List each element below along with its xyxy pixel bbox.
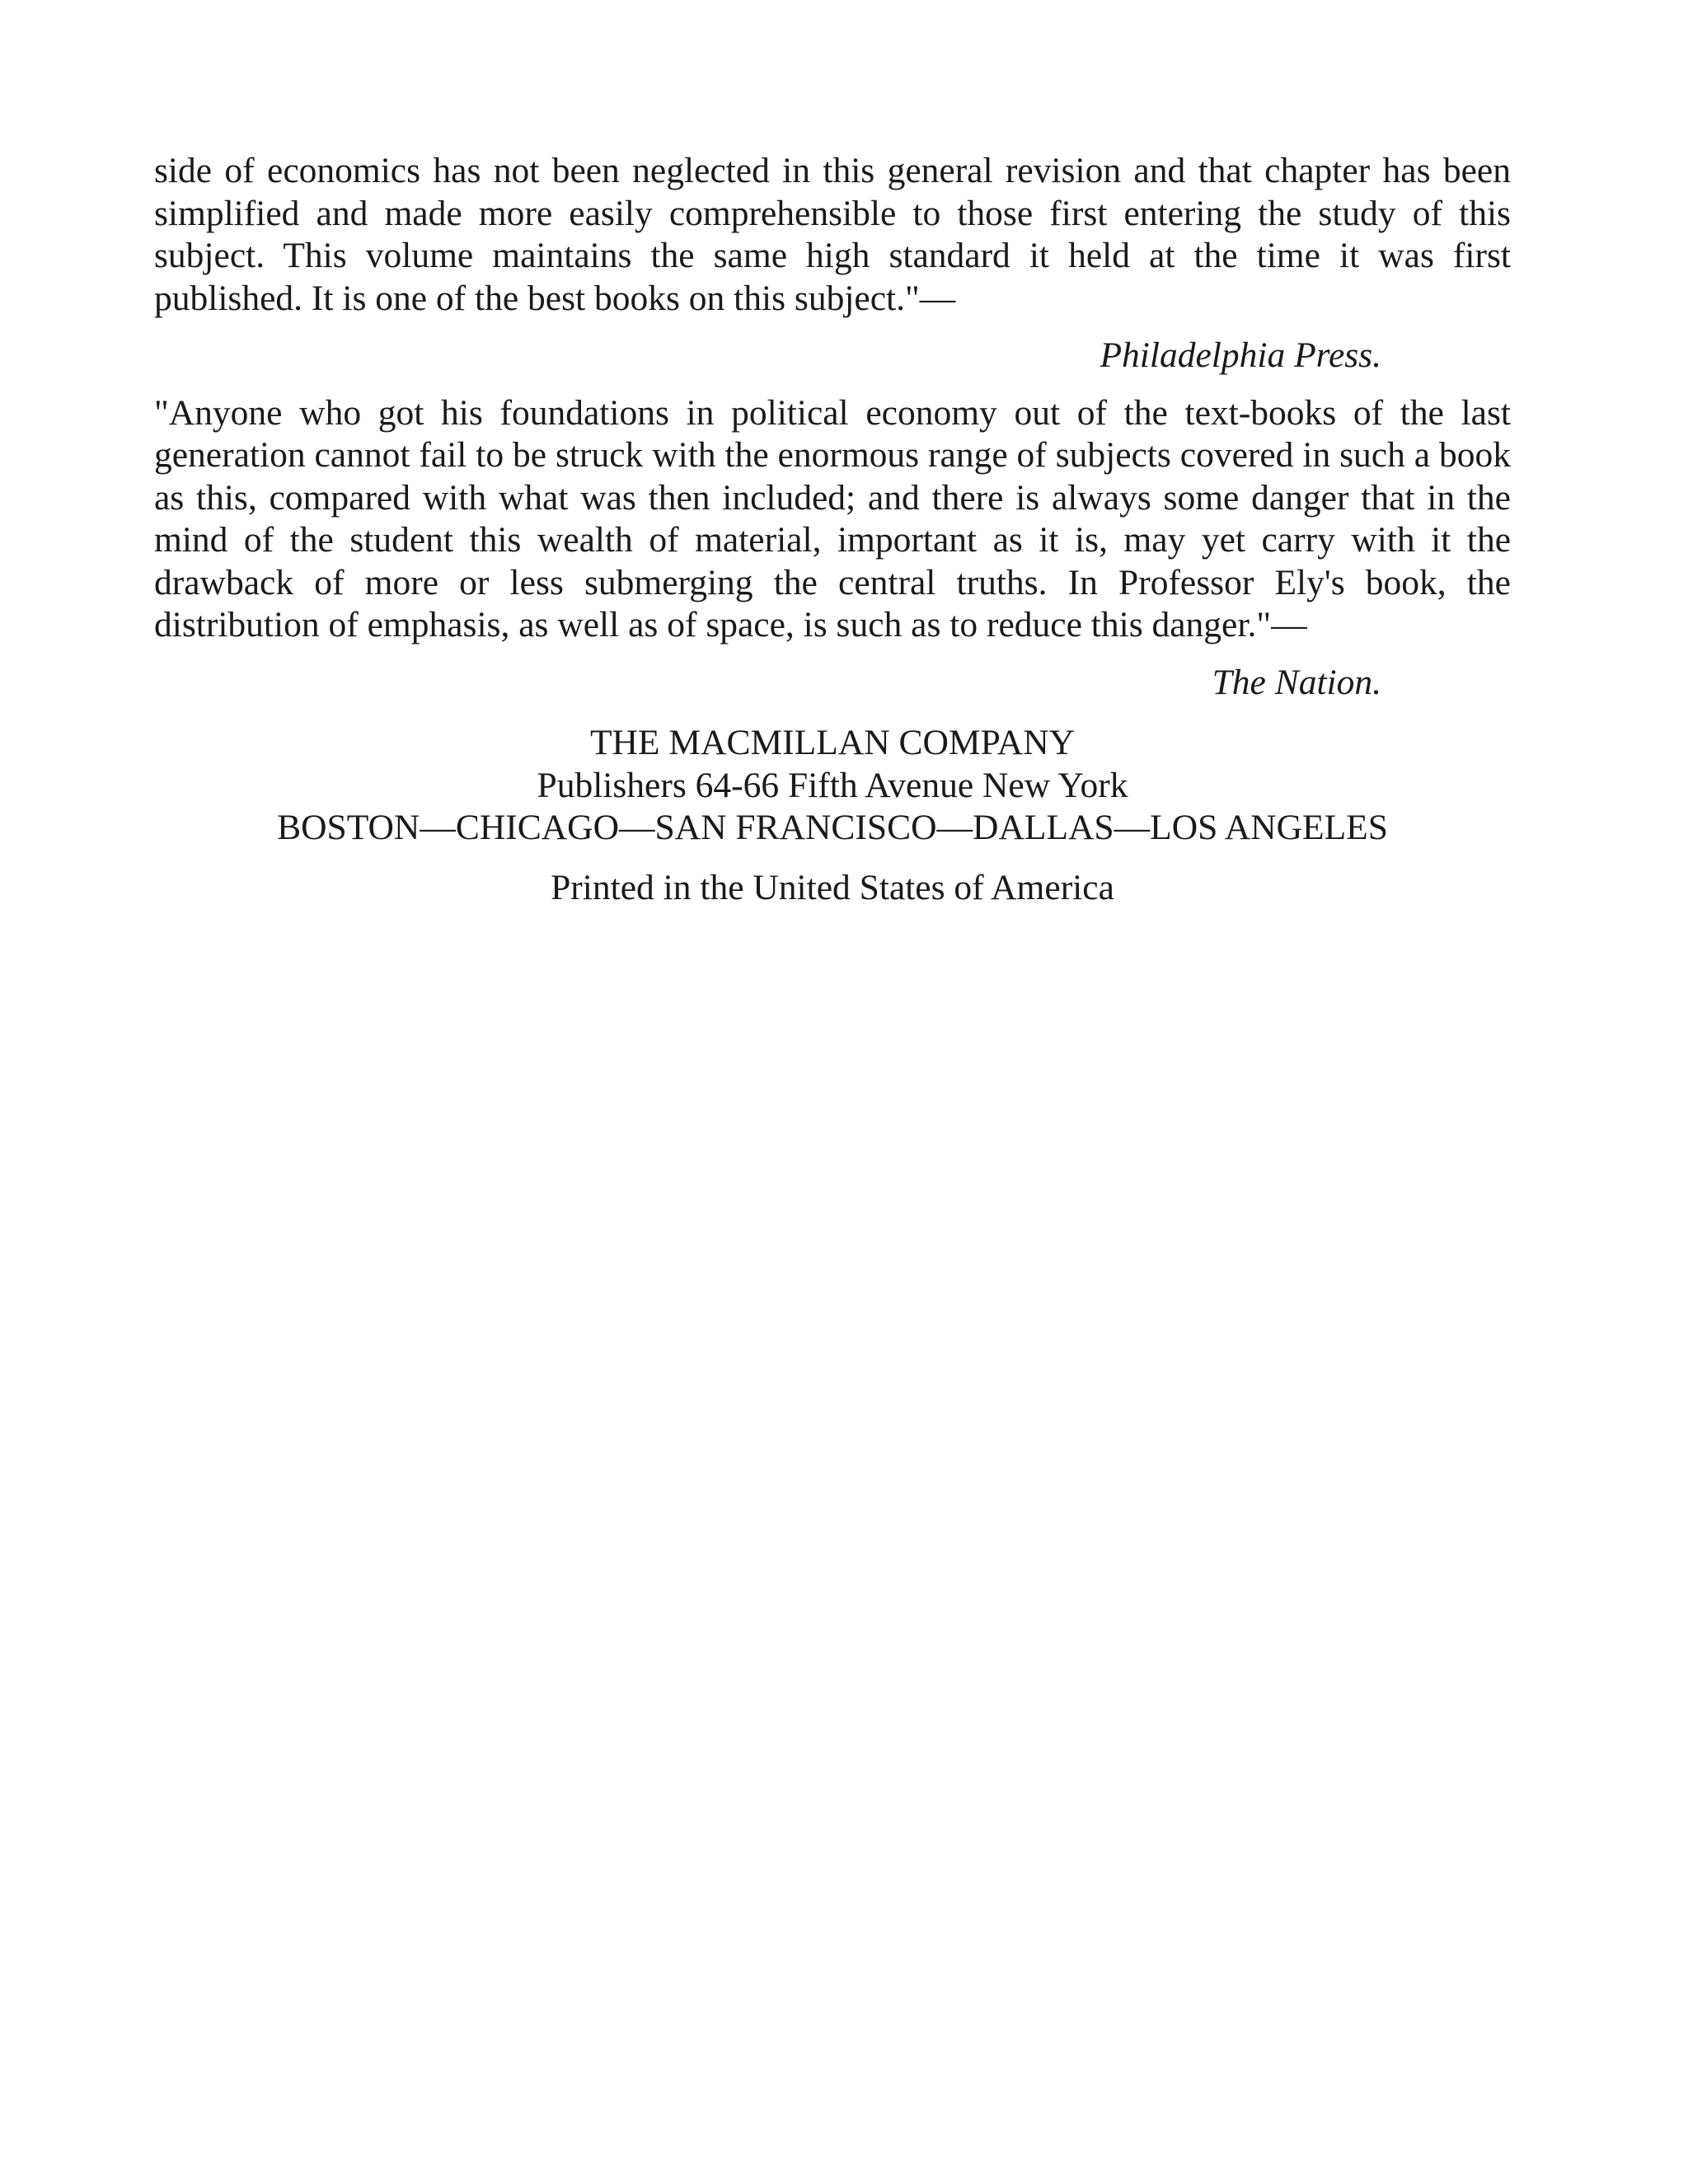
review-attribution: Philadelphia Press. — [1100, 335, 1381, 375]
publisher-name: THE MACMILLAN COMPANY — [589, 723, 1076, 762]
review-attribution: The Nation. — [1212, 662, 1381, 702]
page-content — [154, 150, 1511, 909]
printed-in-notice: Printed in the United States of America — [551, 867, 1114, 907]
review-paragraph: side of economics has not been neglected in this general revision and that chapter has been simplified and made more easily comprehensible to those first entering the study of this subject. This volume maintains the same high standard it held at the time it was first published. It is one of the best books on this subject."— — [154, 151, 1511, 318]
publisher-address: Publishers 64-66 Fifth Avenue New York — [537, 765, 1128, 805]
review-paragraph: "Anyone who got his foundations in political economy out of the text-books of the last generation cannot fail to be struck with the enormous range of subjects covered in such a book as this, compared with what was then included; and there is always some danger that in the mind of the student this wealth of material, important as it is, may yet carry with it the drawback of more or less submerging the central truths. In Professor Ely's book, the distribution of emphasis, as well as of space, is such as to reduce this danger."— — [154, 392, 1511, 644]
publisher-block — [154, 722, 1511, 850]
publisher-cities: BOSTON—CHICAGO—SAN FRANCISCO—DALLAS—LOS ANGELES — [277, 808, 1388, 847]
